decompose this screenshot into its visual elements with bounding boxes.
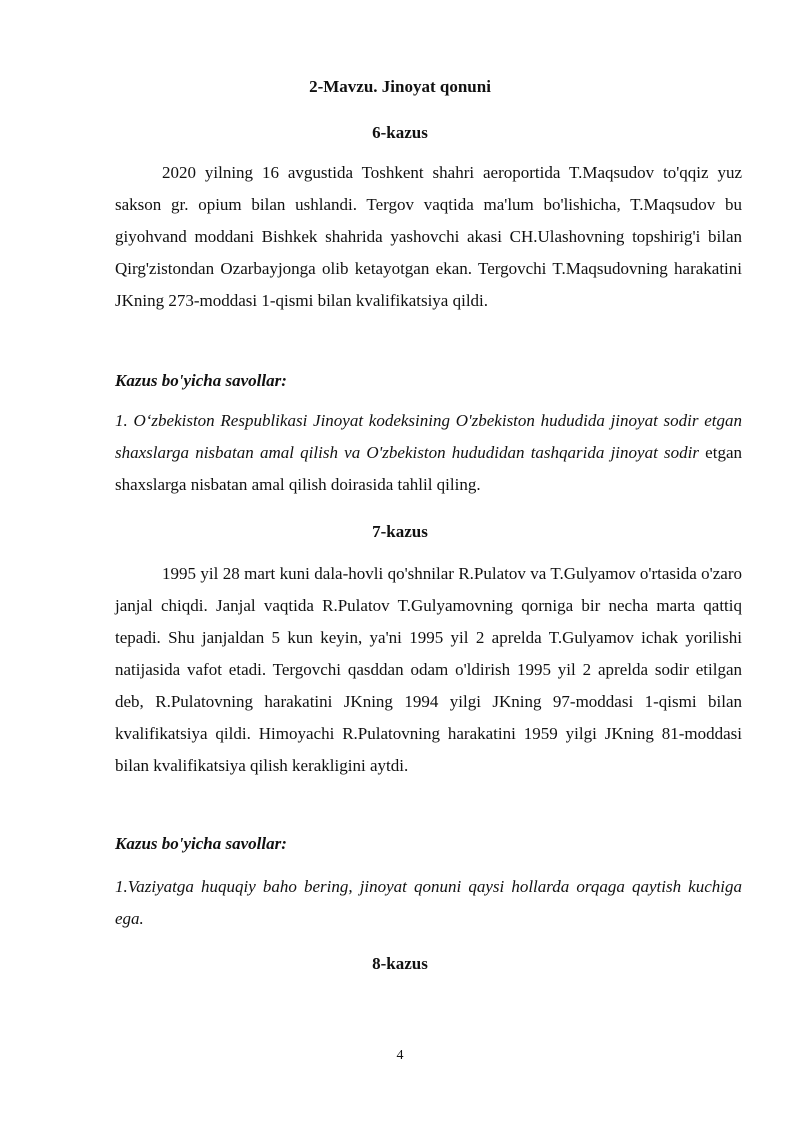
case-6-questions-label: Kazus bo'yicha savollar: (115, 371, 287, 390)
case-6-question-italic: 1. O‘zbekiston Respublikasi Jinoyat kodeksining O'zbekiston hududida jinoyat sodir etgan shaxslarga nisbatan amal qilish va O'zbekiston hududidan tashqarida jinoyat sodir (115, 411, 742, 462)
case-6-question-rest: etgan shaxslarga nisbatan amal qilish doirasida tahlil qiling. (115, 443, 742, 494)
case-6-body: 2020 yilning 16 avgustida Toshkent shahri aeroportida T.Maqsudov to'qqiz yuz sakson gr. opium bilan ushlandi. Tergov vaqtida ma'lum bo'lishicha, T.Maqsudov bu giyohvand moddani Bishkek shahrida yashovchi akasi CH.Ulashovning topshirig'i bilan Qirg'zistondan Ozarbayjonga olib ketayotgan ekan. Tergovchi T.Maqsudovning harakatini JKning 273-moddasi 1-qismi bilan kvalifikatsiya qildi. (115, 163, 742, 310)
case-7-question: 1.Vaziyatga huquqiy baho bering, jinoyat qonuni qaysi hollarda orqaga qaytish kuchiga ega. (115, 877, 742, 928)
case-8-heading: 8-kazus (372, 954, 428, 973)
page-number: 4 (396, 1048, 404, 1063)
case-7-heading: 7-kazus (372, 522, 428, 541)
case-7-body: 1995 yil 28 mart kuni dala-hovli qo'shnilar R.Pulatov va T.Gulyamov o'rtasida o'zaro janjal chiqdi. Janjal vaqtida R.Pulatov T.Gulyamovning qorniga bir necha marta qattiq tepadi. Shu janjaldan 5 kun keyin, ya'ni 1995 yil 2 aprelda T.Gulyamov ichak yorilishi natijasida vafot etadi. Tergovchi qasddan odam o'ldirish 1995 yil 2 aprelda sodir etilgan deb, R.Pulatovning harakatini JKning 1994 yilgi JKning 97-moddasi 1-qismi bilan kvalifikatsiya qildi. Himoyachi R.Pulatovning harakatini 1959 yilgi JKning 81-moddasi bilan kvalifikatsiya qilish kerakligini aytdi. (115, 564, 742, 775)
topic-title: 2-Mavzu. Jinoyat qonuni (309, 77, 491, 96)
case-7-questions-label: Kazus bo'yicha savollar: (115, 834, 287, 853)
case-6-question (115, 405, 742, 501)
case-6-heading: 6-kazus (372, 123, 428, 142)
